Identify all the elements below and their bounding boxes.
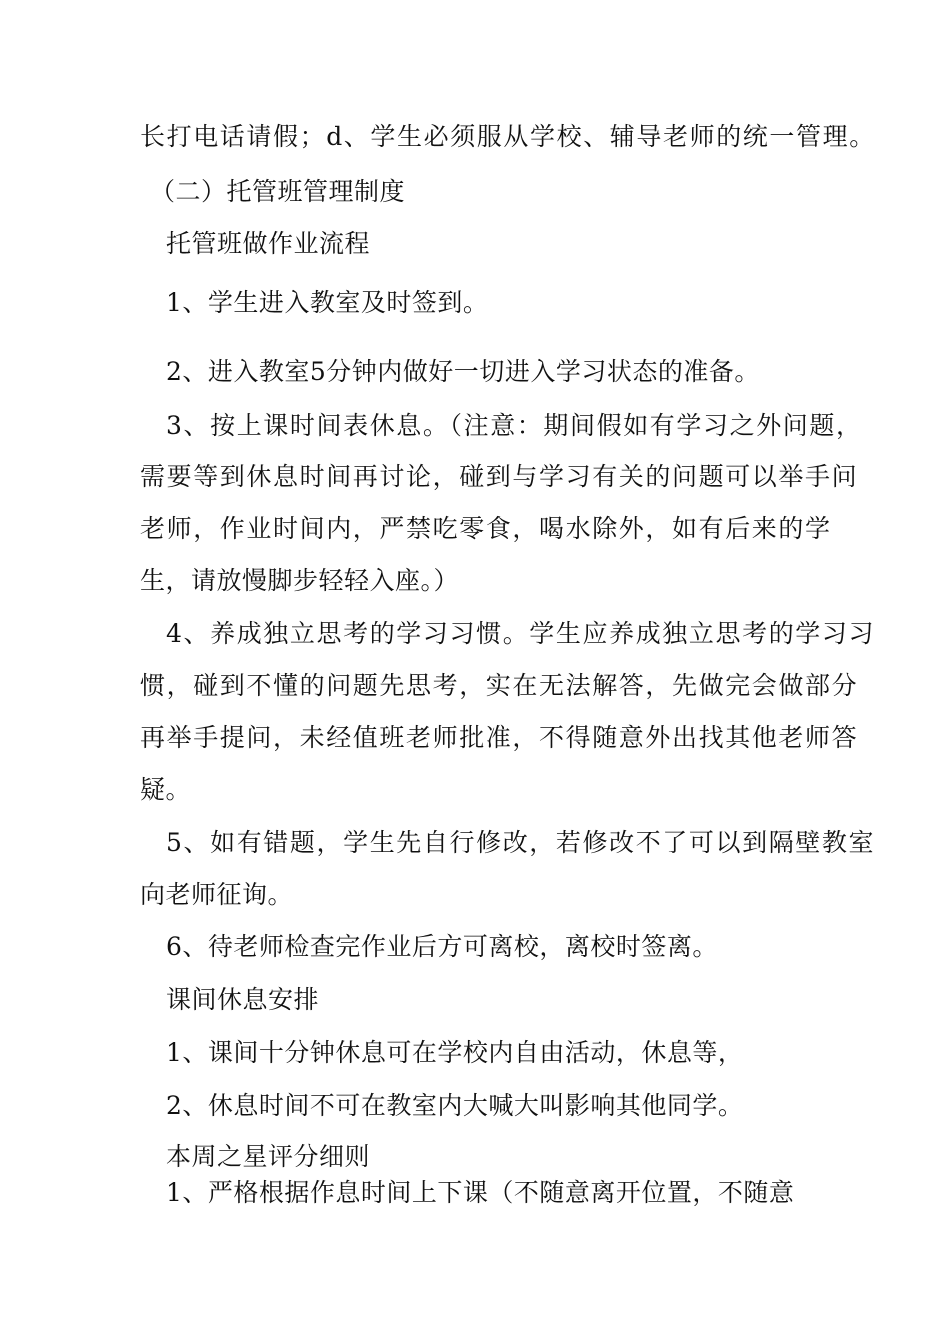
text-line: 2、休息时间不可在教室内大喊大叫影响其他同学。 <box>166 1091 744 1120</box>
text-line: 1、课间十分钟休息可在学校内自由活动，休息等， <box>166 1038 744 1067</box>
subheading: 课间休息安排 <box>166 985 320 1014</box>
text-line: 疑。 <box>140 775 192 804</box>
text-line: 5、如有错题，学生先自行修改，若修改不了可以到隔壁教室 <box>166 828 876 857</box>
text-line: 再举手提问，未经值班老师批准，不得随意外出找其他老师答 <box>140 723 859 752</box>
text-line: 惯，碰到不懂的问题先思考，实在无法解答，先做完会做部分 <box>140 671 859 700</box>
text-line: 老师，作业时间内，严禁吃零食，喝水除外，如有后来的学 <box>140 514 832 543</box>
text-line: 需要等到休息时间再讨论，碰到与学习有关的问题可以举手问 <box>140 462 859 491</box>
subheading: 托管班做作业流程 <box>166 229 371 258</box>
text-line: 2、进入教室5分钟内做好一切进入学习状态的准备。 <box>166 357 760 386</box>
text-line: 向老师征询。 <box>140 880 294 909</box>
section-heading: （二）托管班管理制度 <box>150 177 406 206</box>
subheading: 本周之星评分细则 <box>166 1142 371 1171</box>
text-line: 1、学生进入教室及时签到。 <box>166 288 489 317</box>
text-line: 1、严格根据作息时间上下课（不随意离开位置，不随意 <box>166 1178 795 1207</box>
text-line: 3、按上课时间表休息。（注意：期间假如有学习之外问题， <box>166 411 863 440</box>
text-line: 生，请放慢脚步轻轻入座。） <box>140 566 460 595</box>
text-line: 6、待老师检查完作业后方可离校，离校时签离。 <box>166 932 718 961</box>
text-line: 4、养成独立思考的学习习惯。学生应养成独立思考的学习习 <box>166 619 876 648</box>
text-line: 长打电话请假；d、学生必须服从学校、辅导老师的统一管理。 <box>140 122 876 151</box>
